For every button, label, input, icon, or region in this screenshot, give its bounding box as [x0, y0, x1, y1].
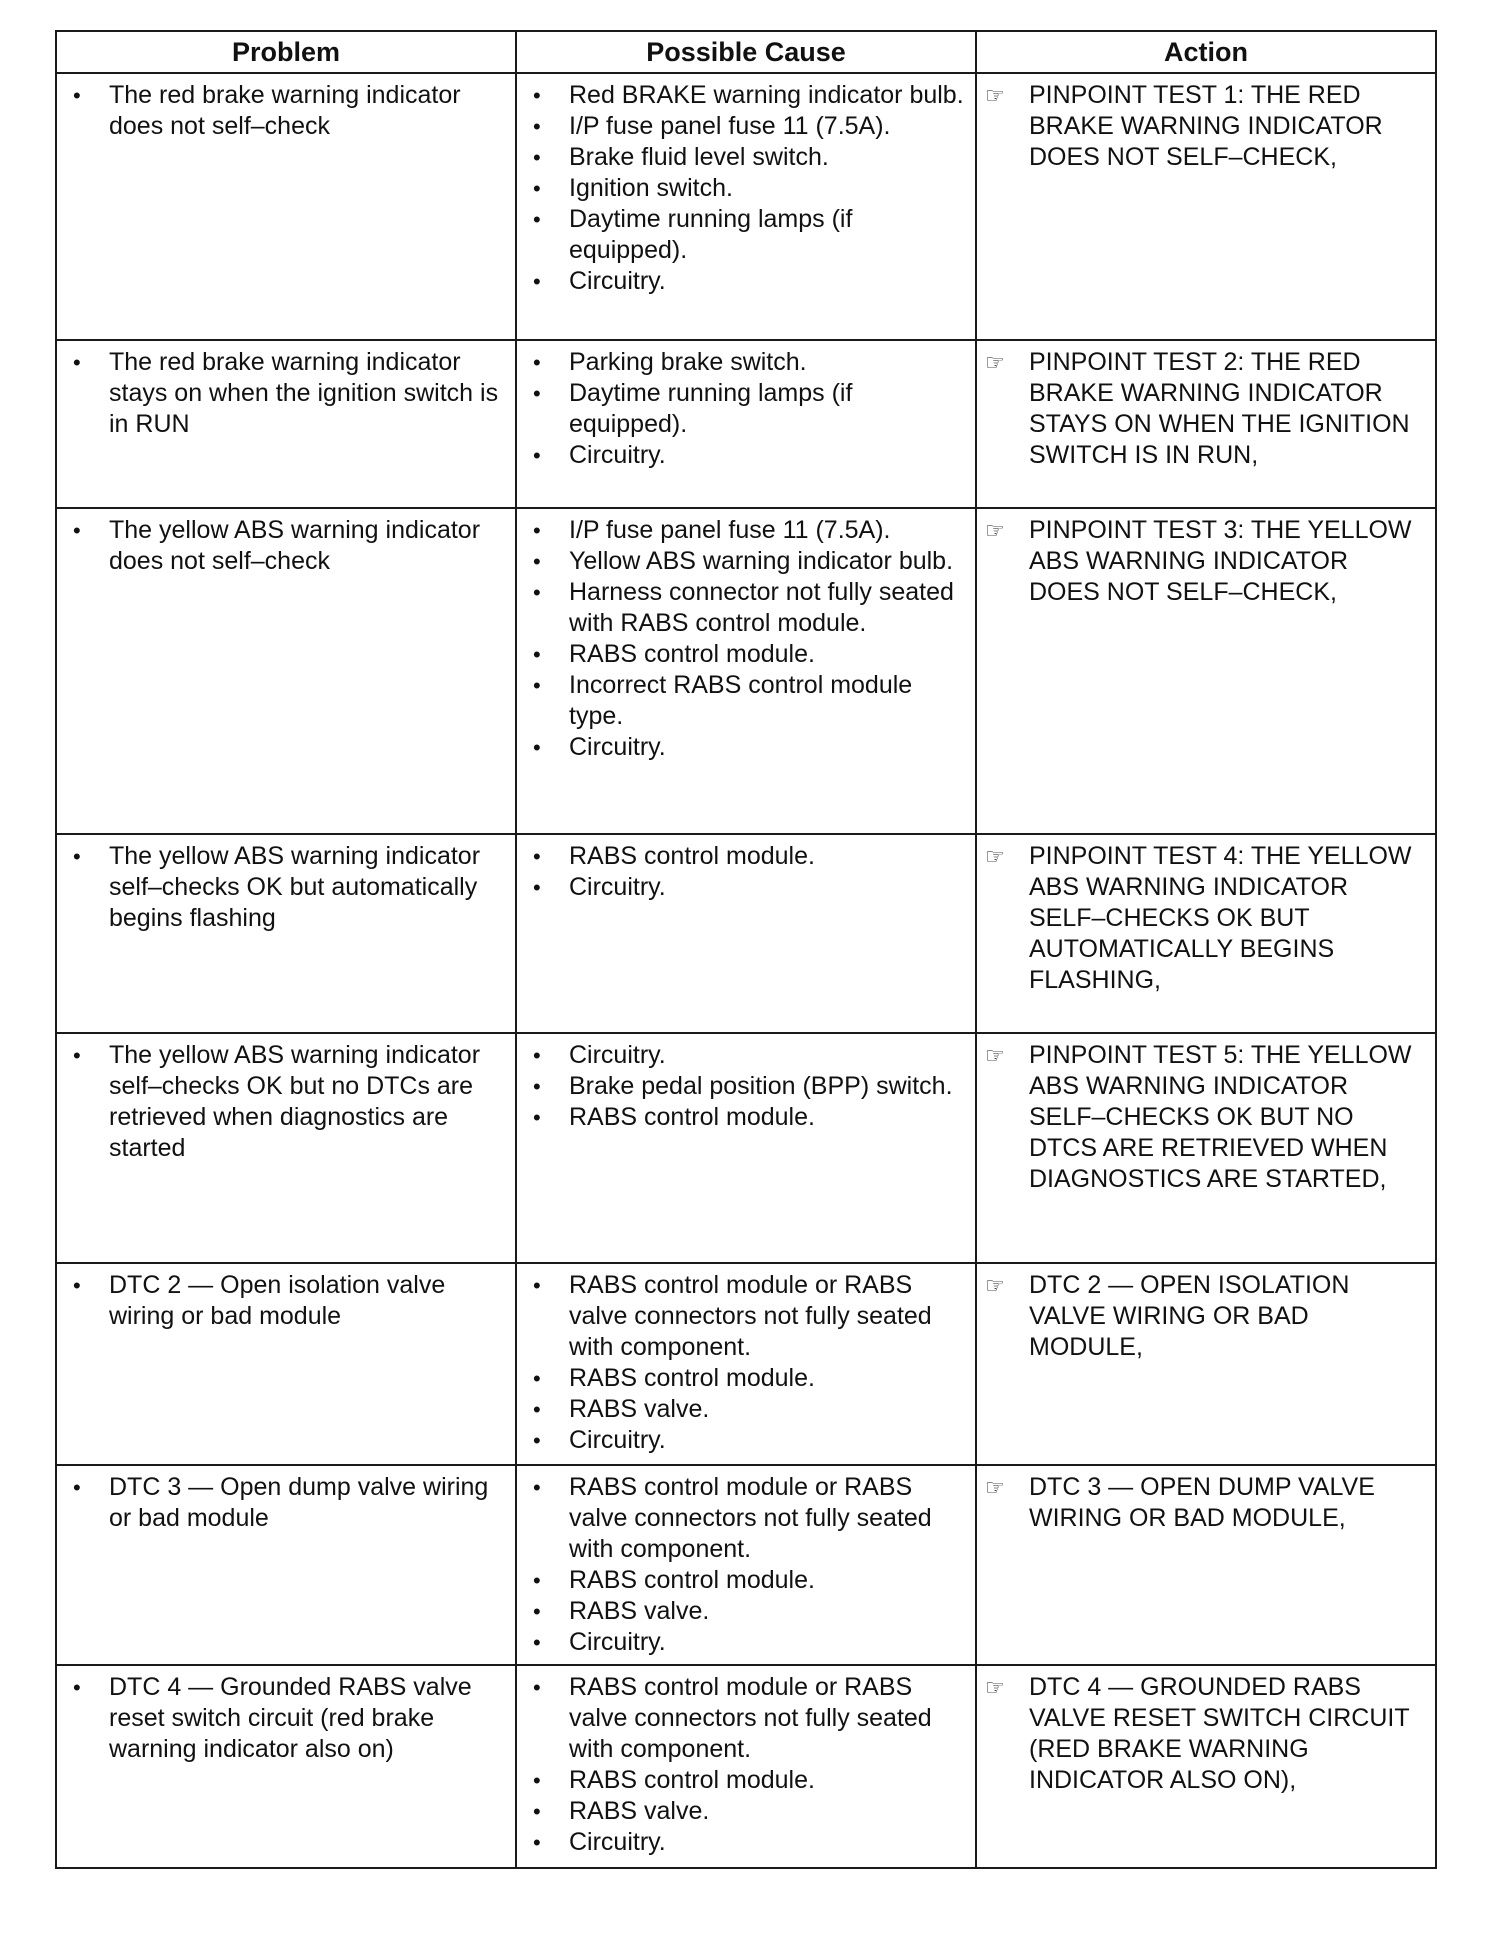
cause-cell	[516, 508, 976, 834]
bullet-icon: •	[533, 1630, 541, 1655]
bullet-icon: •	[73, 350, 81, 375]
cause-text: RABS valve.	[569, 1395, 710, 1423]
action-cell	[976, 1665, 1436, 1868]
problem-list	[57, 835, 515, 938]
cause-text: Ignition switch.	[569, 174, 733, 202]
action-link[interactable]: PINPOINT TEST 4: THE YELLOW ABS WARNING INDICATOR SELF–CHECKS OK BUT AUTOMATICALLY BEGINS FLASHING,	[1029, 842, 1412, 994]
pointing-hand-icon: ☞	[985, 350, 1005, 375]
cause-item	[527, 1425, 965, 1456]
action-item	[977, 1264, 1435, 1367]
cause-text: RABS control module.	[569, 1766, 815, 1794]
table-row	[56, 1465, 1436, 1665]
cause-list	[517, 74, 975, 301]
problem-item	[67, 1672, 505, 1765]
cause-item	[527, 378, 965, 440]
bullet-icon: •	[73, 844, 81, 869]
bullet-icon: •	[533, 1475, 541, 1500]
bullet-icon: •	[533, 1799, 541, 1824]
table-row	[56, 73, 1436, 340]
bullet-icon: •	[533, 114, 541, 139]
cause-item	[527, 1102, 965, 1133]
cause-text: Circuitry.	[569, 873, 666, 901]
problem-cell	[56, 340, 516, 508]
header-problem: Problem	[56, 31, 516, 73]
cause-cell	[516, 834, 976, 1033]
cause-item	[527, 1071, 965, 1102]
bullet-icon: •	[533, 673, 541, 698]
pointing-hand-icon: ☞	[985, 83, 1005, 108]
action-item	[977, 1666, 1435, 1800]
problem-list	[57, 509, 515, 581]
cause-text: Circuitry.	[569, 1426, 666, 1454]
problem-list	[57, 1666, 515, 1769]
bullet-icon: •	[533, 518, 541, 543]
cause-text: Parking brake switch.	[569, 348, 807, 376]
cause-text: RABS valve.	[569, 1797, 710, 1825]
bullet-icon: •	[533, 269, 541, 294]
cause-list	[517, 835, 975, 907]
cause-text: Circuitry.	[569, 1628, 666, 1656]
problem-text: The red brake warning indicator does not self–check	[109, 81, 461, 140]
table-row	[56, 1263, 1436, 1465]
cause-item	[527, 1363, 965, 1394]
pointing-hand-icon: ☞	[985, 1043, 1005, 1068]
bullet-icon: •	[533, 1830, 541, 1855]
cause-item	[527, 347, 965, 378]
bullet-icon: •	[533, 844, 541, 869]
header-possible-cause: Possible Cause	[516, 31, 976, 73]
cause-cell	[516, 73, 976, 340]
cause-cell	[516, 340, 976, 508]
table-row	[56, 834, 1436, 1033]
cause-item	[527, 1672, 965, 1765]
action-item	[977, 509, 1435, 612]
cause-item	[527, 577, 965, 639]
bullet-icon: •	[533, 381, 541, 406]
cause-text: RABS control module.	[569, 1103, 815, 1131]
bullet-icon: •	[533, 549, 541, 574]
action-link[interactable]: PINPOINT TEST 1: THE RED BRAKE WARNING INDICATOR DOES NOT SELF–CHECK,	[1029, 81, 1383, 171]
cause-text: Incorrect RABS control module type.	[569, 671, 913, 730]
problem-text: The yellow ABS warning indicator does not self–check	[109, 516, 481, 575]
cause-item	[527, 1040, 965, 1071]
bullet-icon: •	[533, 735, 541, 760]
cause-text: Circuitry.	[569, 267, 666, 295]
cause-item	[527, 841, 965, 872]
bullet-icon: •	[533, 145, 541, 170]
cause-text: RABS valve.	[569, 1597, 710, 1625]
problem-item	[67, 841, 505, 934]
table-body	[56, 73, 1436, 1868]
cause-cell	[516, 1465, 976, 1665]
cause-cell	[516, 1665, 976, 1868]
cause-item	[527, 80, 965, 111]
cause-cell	[516, 1263, 976, 1465]
problem-cell	[56, 834, 516, 1033]
problem-text: DTC 2 — Open isolation valve wiring or bad module	[109, 1271, 446, 1330]
bullet-icon: •	[533, 642, 541, 667]
cause-text: Circuitry.	[569, 733, 666, 761]
action-link[interactable]: DTC 2 — OPEN ISOLATION VALVE WIRING OR BAD MODULE,	[1029, 1271, 1350, 1361]
cause-text: RABS control module.	[569, 842, 815, 870]
cause-item	[527, 639, 965, 670]
bullet-icon: •	[533, 1397, 541, 1422]
action-cell	[976, 834, 1436, 1033]
action-item	[977, 1466, 1435, 1538]
cause-cell	[516, 1033, 976, 1263]
bullet-icon: •	[533, 207, 541, 232]
bullet-icon: •	[533, 1074, 541, 1099]
action-cell	[976, 1465, 1436, 1665]
cause-item	[527, 1796, 965, 1827]
bullet-icon: •	[73, 1475, 81, 1500]
bullet-icon: •	[533, 1273, 541, 1298]
cause-item	[527, 546, 965, 577]
bullet-icon: •	[73, 518, 81, 543]
cause-text: Circuitry.	[569, 441, 666, 469]
cause-text: Yellow ABS warning indicator bulb.	[569, 547, 954, 575]
cause-text: Daytime running lamps (if equipped).	[569, 379, 853, 438]
bullet-icon: •	[533, 1599, 541, 1624]
bullet-icon: •	[533, 580, 541, 605]
header-row	[56, 31, 1436, 73]
cause-text: I/P fuse panel fuse 11 (7.5A).	[569, 516, 891, 544]
problem-text: The yellow ABS warning indicator self–checks OK but no DTCs are retrieved when diagnostics are started	[109, 1041, 481, 1162]
cause-text: Circuitry.	[569, 1041, 666, 1069]
problem-list	[57, 74, 515, 146]
action-link[interactable]: PINPOINT TEST 2: THE RED BRAKE WARNING INDICATOR STAYS ON WHEN THE IGNITION SWITCH IS IN RUN,	[1029, 348, 1410, 469]
action-link[interactable]: DTC 4 — GROUNDED RABS VALVE RESET SWITCH CIRCUIT (RED BRAKE WARNING INDICATOR ALSO ON),	[1029, 1673, 1410, 1794]
action-cell	[976, 73, 1436, 340]
cause-item	[527, 1565, 965, 1596]
header-action: Action	[976, 31, 1436, 73]
bullet-icon: •	[73, 83, 81, 108]
action-cell	[976, 1263, 1436, 1465]
bullet-icon: •	[533, 1043, 541, 1068]
problem-item	[67, 347, 505, 440]
bullet-icon: •	[73, 1043, 81, 1068]
bullet-icon: •	[533, 875, 541, 900]
cause-text: I/P fuse panel fuse 11 (7.5A).	[569, 112, 891, 140]
problem-text: The yellow ABS warning indicator self–checks OK but automatically begins flashing	[109, 842, 481, 932]
bullet-icon: •	[533, 443, 541, 468]
pointing-hand-icon: ☞	[985, 1475, 1005, 1500]
problem-item	[67, 1472, 505, 1534]
problem-text: DTC 4 — Grounded RABS valve reset switch circuit (red brake warning indicator also on)	[109, 1673, 472, 1763]
problem-item	[67, 1270, 505, 1332]
action-item	[977, 1034, 1435, 1199]
pointing-hand-icon: ☞	[985, 844, 1005, 869]
action-cell	[976, 508, 1436, 834]
cause-item	[527, 1472, 965, 1565]
table-row	[56, 1665, 1436, 1868]
cause-text: Circuitry.	[569, 1828, 666, 1856]
cause-item	[527, 173, 965, 204]
cause-item	[527, 266, 965, 297]
table-row	[56, 340, 1436, 508]
problem-item	[67, 515, 505, 577]
cause-item	[527, 1627, 965, 1658]
cause-item	[527, 204, 965, 266]
bullet-icon: •	[73, 1273, 81, 1298]
bullet-icon: •	[533, 1568, 541, 1593]
cause-item	[527, 142, 965, 173]
cause-item	[527, 440, 965, 471]
cause-item	[527, 515, 965, 546]
cause-list	[517, 1034, 975, 1137]
pointing-hand-icon: ☞	[985, 518, 1005, 543]
cause-list	[517, 341, 975, 475]
problem-list	[57, 1466, 515, 1538]
problem-cell	[56, 73, 516, 340]
cause-text: Red BRAKE warning indicator bulb.	[569, 81, 964, 109]
bullet-icon: •	[533, 1428, 541, 1453]
action-cell	[976, 340, 1436, 508]
cause-item	[527, 732, 965, 763]
cause-item	[527, 1270, 965, 1363]
bullet-icon: •	[73, 1675, 81, 1700]
table-row	[56, 508, 1436, 834]
problem-item	[67, 80, 505, 142]
problem-list	[57, 1034, 515, 1168]
action-link[interactable]: DTC 3 — OPEN DUMP VALVE WIRING OR BAD MODULE,	[1029, 1473, 1375, 1532]
diagnosis-table	[55, 30, 1437, 1869]
bullet-icon: •	[533, 83, 541, 108]
bullet-icon: •	[533, 176, 541, 201]
action-link[interactable]: PINPOINT TEST 5: THE YELLOW ABS WARNING INDICATOR SELF–CHECKS OK BUT NO DTCS ARE RETRIEVED WHEN DIAGNOSTICS ARE STARTED,	[1029, 1041, 1412, 1193]
problem-cell	[56, 1665, 516, 1868]
cause-text: RABS control module.	[569, 1566, 815, 1594]
problem-cell	[56, 1263, 516, 1465]
bullet-icon: •	[533, 1105, 541, 1130]
cause-text: Brake fluid level switch.	[569, 143, 829, 171]
action-item	[977, 835, 1435, 1000]
problem-text: The red brake warning indicator stays on when the ignition switch is in RUN	[109, 348, 499, 438]
action-cell	[976, 1033, 1436, 1263]
problem-text: DTC 3 — Open dump valve wiring or bad module	[109, 1473, 489, 1532]
cause-item	[527, 1596, 965, 1627]
pointing-hand-icon: ☞	[985, 1675, 1005, 1700]
cause-text: RABS control module or RABS valve connectors not fully seated with component.	[569, 1673, 932, 1763]
cause-item	[527, 1765, 965, 1796]
cause-list	[517, 509, 975, 767]
cause-list	[517, 1466, 975, 1662]
cause-text: Daytime running lamps (if equipped).	[569, 205, 853, 264]
bullet-icon: •	[533, 1675, 541, 1700]
problem-list	[57, 1264, 515, 1336]
bullet-icon: •	[533, 1768, 541, 1793]
problem-item	[67, 1040, 505, 1164]
cause-list	[517, 1264, 975, 1460]
cause-text: Harness connector not fully seated with RABS control module.	[569, 578, 954, 637]
cause-item	[527, 111, 965, 142]
cause-text: RABS control module or RABS valve connectors not fully seated with component.	[569, 1271, 932, 1361]
table-row	[56, 1033, 1436, 1263]
action-link[interactable]: PINPOINT TEST 3: THE YELLOW ABS WARNING INDICATOR DOES NOT SELF–CHECK,	[1029, 516, 1412, 606]
problem-cell	[56, 1033, 516, 1263]
cause-text: RABS control module.	[569, 640, 815, 668]
cause-item	[527, 1827, 965, 1858]
cause-list	[517, 1666, 975, 1862]
cause-text: Brake pedal position (BPP) switch.	[569, 1072, 953, 1100]
problem-cell	[56, 1465, 516, 1665]
cause-text: RABS control module or RABS valve connectors not fully seated with component.	[569, 1473, 932, 1563]
cause-text: RABS control module.	[569, 1364, 815, 1392]
problem-cell	[56, 508, 516, 834]
action-item	[977, 341, 1435, 475]
action-item	[977, 74, 1435, 177]
cause-item	[527, 872, 965, 903]
cause-item	[527, 1394, 965, 1425]
pointing-hand-icon: ☞	[985, 1273, 1005, 1298]
problem-list	[57, 341, 515, 444]
bullet-icon: •	[533, 350, 541, 375]
bullet-icon: •	[533, 1366, 541, 1391]
cause-item	[527, 670, 965, 732]
